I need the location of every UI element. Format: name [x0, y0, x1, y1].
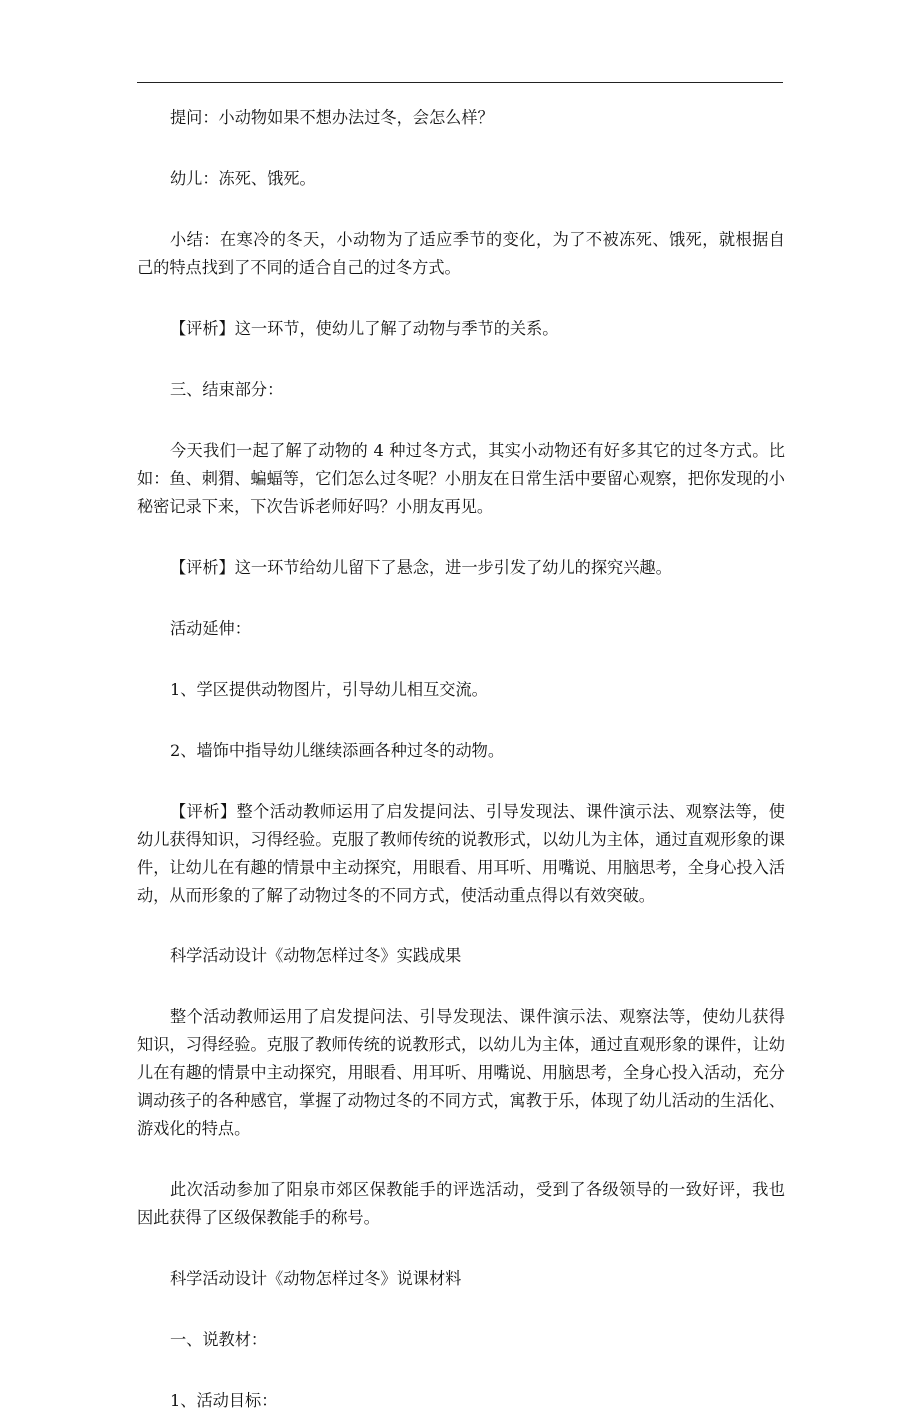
paragraph-results: 整个活动教师运用了启发提问法、引导发现法、课件演示法、观察法等，使幼儿获得知识，习得经验。克服了教师传统的说教形式，以幼儿为主体，通过直观形象的课件，让幼儿在有趣的情景中主动探究，用眼看、用耳听、用嘴说、用脑思考，全身心投入活动，充分调动孩子的各种感官，掌握了动物过冬的不同方式，寓教于乐，体现了幼儿活动的生活化、游戏化的特点。: [137, 1007, 785, 1138]
header-rule: [137, 82, 783, 83]
paragraph-analysis-1: 【评析】这一环节，使幼儿了解了动物与季节的关系。: [170, 319, 559, 338]
paragraph-ending: 今天我们一起了解了动物的 4 种过冬方式，其实小动物还有好多其它的过冬方式。比如：鱼、刺猬、蝙蝠等，它们怎么过冬呢？小朋友在日常生活中要留心观察，把你发现的小秘密记录下来，下次告诉老师好吗？小朋友再见。: [137, 441, 785, 516]
paragraph-summary: 小结：在寒冷的冬天，小动物为了适应季节的变化，为了不被冻死、饿死，就根据自己的特点找到了不同的适合自己的过冬方式。: [137, 230, 785, 277]
document-body: [137, 104, 785, 1415]
section-heading-lecture: 科学活动设计《动物怎样过冬》说课材料: [170, 1269, 462, 1288]
paragraph-analysis-2: 【评析】这一环节给幼儿留下了悬念，进一步引发了幼儿的探究兴趣。: [170, 558, 672, 577]
list-item-extension-1: 1、学区提供动物图片，引导幼儿相互交流。: [170, 680, 488, 699]
section-heading-ending: 三、结束部分：: [170, 380, 284, 399]
paragraph-analysis-3: 【评析】整个活动教师运用了启发提问法、引导发现法、课件演示法、观察法等，使幼儿获得知识，习得经验。克服了教师传统的说教形式，以幼儿为主体，通过直观形象的课件，让幼儿在有趣的情景中主动探究，用眼看、用耳听、用嘴说、用脑思考，全身心投入活动，从而形象的了解了动物过冬的不同方式，使活动重点得以有效突破。: [137, 802, 785, 905]
list-item-extension-2: 2、墙饰中指导幼儿继续添画各种过冬的动物。: [170, 741, 505, 760]
section-heading-textbook: 一、说教材：: [170, 1330, 268, 1349]
list-item-objectives: 1、活动目标：: [170, 1391, 278, 1410]
section-heading-extension: 活动延伸：: [170, 619, 251, 638]
paragraph-children-answer: 幼儿：冻死、饿死。: [170, 169, 316, 188]
paragraph-question: 提问：小动物如果不想办法过冬，会怎么样？: [170, 108, 494, 127]
paragraph-award: 此次活动参加了阳泉市郊区保教能手的评选活动，受到了各级领导的一致好评，我也因此获得了区级保教能手的称号。: [137, 1180, 785, 1227]
section-heading-results: 科学活动设计《动物怎样过冬》实践成果: [170, 946, 462, 965]
